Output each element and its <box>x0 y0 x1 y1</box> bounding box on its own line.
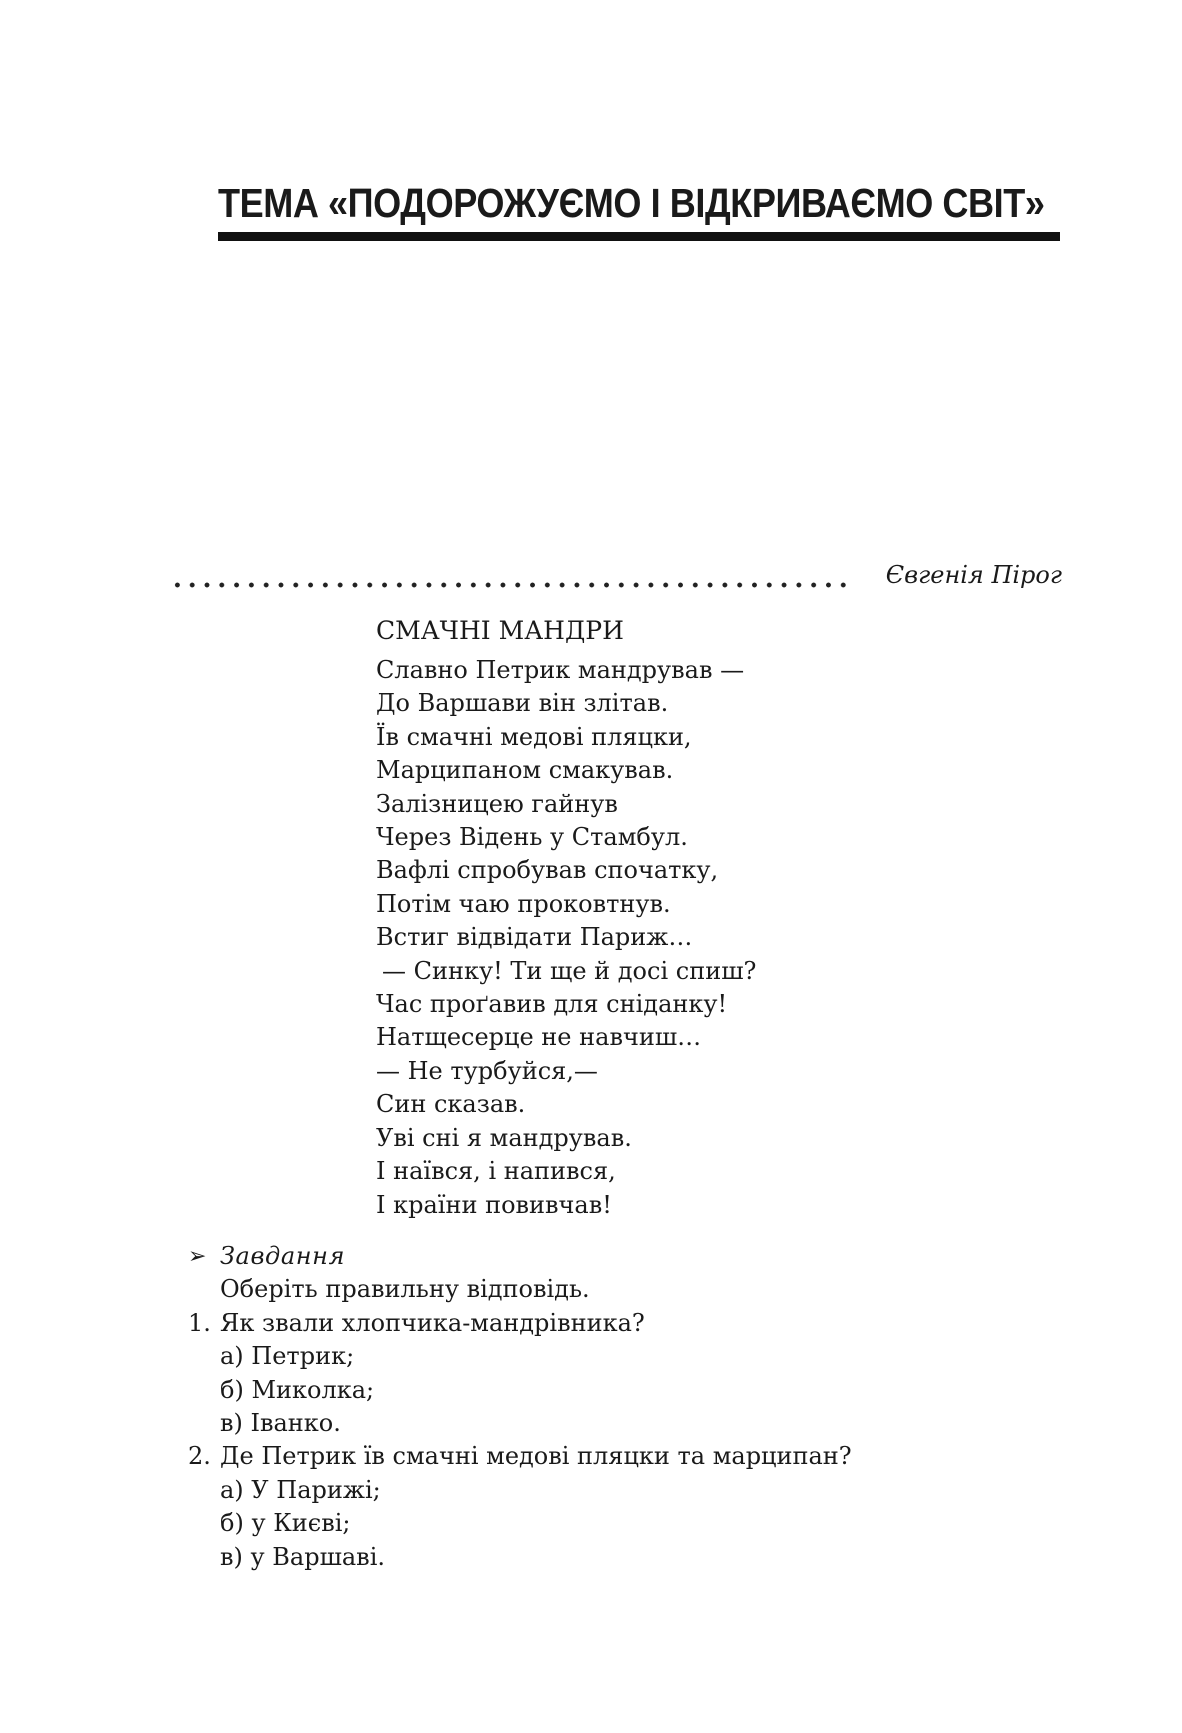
answer-option: б) Миколка; <box>220 1375 375 1404</box>
poem-title: СМАЧНІ МАНДРИ <box>376 616 624 645</box>
answer-option: б) у Києві; <box>220 1509 351 1538</box>
poem-line: Встиг відвідати Париж… <box>376 923 693 952</box>
answer-option: в) Іванко. <box>220 1409 341 1438</box>
question-1 <box>188 1307 1088 1340</box>
task-instruction: Оберіть правильну відповідь. <box>220 1275 590 1304</box>
task-heading-label: Завдання <box>220 1242 346 1270</box>
answer-option: в) у Варшаві. <box>220 1542 385 1571</box>
poem-line: Залізницею гайнув <box>376 789 618 818</box>
author-name: Євгенія Пірог <box>885 561 1062 589</box>
poem-text <box>376 654 756 1222</box>
poem-line: — Синку! Ти ще й досі спиш? <box>382 956 757 985</box>
question-number: 2. <box>188 1442 211 1471</box>
section-title-underline <box>218 232 1060 241</box>
poem-line: Син сказав. <box>376 1090 526 1119</box>
poem-line: — Не турбуйся,— <box>376 1056 598 1085</box>
poem-line: Уві сні я мандрував. <box>376 1123 632 1152</box>
question-2 <box>188 1440 1088 1473</box>
poem-line: Марципаном смакував. <box>376 756 674 785</box>
answer-option: а) У Парижі; <box>220 1475 381 1504</box>
poem-line: Час проґавив для сніданку! <box>376 990 728 1019</box>
arrow-marker-icon: ➢ <box>188 1244 208 1269</box>
poem-line: Потім чаю проковтнув. <box>376 889 671 918</box>
poem-line: Через Відень у Стамбул. <box>376 823 688 852</box>
poem-line: Славно Петрик мандрував — <box>376 656 745 684</box>
poem-line: І країни повивчав! <box>376 1190 612 1219</box>
poem-line: Вафлі спробував спочатку, <box>376 856 719 885</box>
poem-line: До Варшави він злітав. <box>376 689 669 718</box>
section-title: ТЕМА «ПОДОРОЖУЄМО І ВІДКРИВАЄМО СВІТ» <box>218 180 1045 226</box>
question-text: Як звали хлопчика-мандрівника? <box>220 1308 645 1337</box>
answer-option: а) Петрик; <box>220 1342 355 1371</box>
task-heading <box>188 1240 1088 1273</box>
poem-line: Їв смачні медові пляцки, <box>376 722 692 751</box>
task-block <box>188 1240 1088 1574</box>
poem-line: І наївся, і напився, <box>376 1157 616 1186</box>
poem-line: Натщесерце не навчиш… <box>376 1023 702 1052</box>
question-number: 1. <box>188 1308 211 1337</box>
dotted-leader <box>170 582 855 588</box>
question-text: Де Петрик їв смачні медові пляцки та марципан? <box>220 1442 852 1471</box>
